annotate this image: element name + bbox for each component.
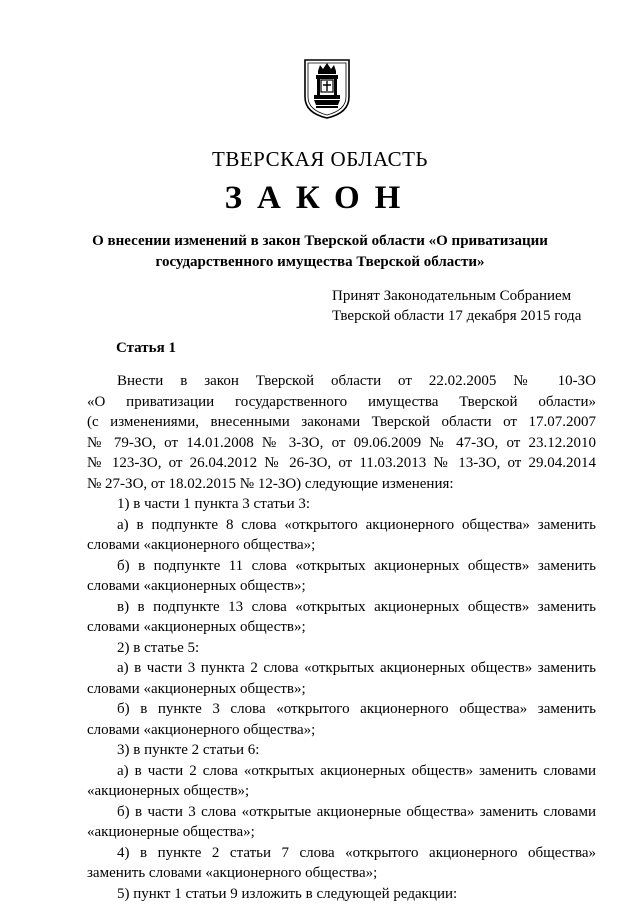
text-line: «акционерных обществ»; — [87, 783, 250, 799]
article-body — [87, 371, 596, 904]
text-line: 4) в пункте 2 статьи 7 слова «открытого акционерного общества» — [117, 844, 596, 861]
text-line: а) в части 3 пункта 2 слова «открытых акционерных обществ» заменить — [117, 660, 596, 676]
text-line: Внести в закон Тверской области от 22.02.2005 № 10-ЗО — [117, 373, 596, 389]
text-line: № 79-ЗО, от 14.01.2008 № 3-ЗО, от 09.06.2009 № 47-ЗО, от 23.12.2010 — [87, 434, 596, 451]
adoption-line: Тверской области 17 декабря 2015 года — [332, 308, 582, 324]
adoption-note — [332, 286, 602, 326]
text-line: заменить словами «акционерного общества»; — [87, 865, 378, 881]
text-line: «акционерные общества»; — [87, 824, 255, 840]
text-line: б) в подпункте 11 слова «открытых акционерных обществ» заменить — [117, 557, 596, 574]
text-line: в) в подпункте 13 слова «открытых акционерных обществ» заменить — [117, 598, 596, 615]
text-line: № 123-ЗО, от 26.04.2012 № 26-ЗО, от 11.03.2013 № 13-ЗО, от 29.04.2014 — [87, 455, 596, 471]
text-line: словами «акционерных обществ»; — [87, 680, 306, 697]
text-line: словами «акционерных обществ»; — [87, 619, 306, 635]
document-type-title: ЗАКОН — [224, 180, 416, 216]
text-line: 5) пункт 1 статьи 9 изложить в следующей редакции: — [117, 885, 458, 902]
text-line: словами «акционерных обществ»; — [87, 578, 306, 594]
article-heading: Статья 1 — [116, 340, 176, 356]
text-line: «О приватизации государственного имущества Тверской области» — [87, 393, 596, 410]
text-line: № 27-ЗО, от 18.02.2015 № 12-ЗО) следующие изменения: — [87, 475, 454, 492]
subtitle-line: государственного имущества Тверской области» — [155, 254, 485, 270]
region-name: ТВЕРСКАЯ ОБЛАСТЬ — [212, 147, 428, 171]
coat-of-arms-icon — [302, 57, 352, 120]
subtitle-line: О внесении изменений в закон Тверской области «О приватизации — [92, 233, 548, 249]
law-subtitle — [80, 231, 560, 273]
adoption-line: Принят Законодательным Собранием — [332, 288, 572, 304]
text-line: б) в пункте 3 слова «открытого акционерного общества» заменить — [117, 701, 596, 717]
text-line: 2) в статье 5: — [117, 639, 200, 656]
text-line: 1) в части 1 пункта 3 статьи 3: — [117, 496, 311, 512]
text-line: (с изменениями, внесенными законами Тверской области от 17.07.2007 — [87, 414, 596, 430]
text-line: 3) в пункте 2 статьи 6: — [117, 742, 260, 758]
text-line: словами «акционерного общества»; — [87, 537, 316, 553]
text-line: а) в подпункте 8 слова «открытого акционерного общества» заменить — [117, 516, 596, 533]
text-line: словами «акционерного общества»; — [87, 721, 316, 738]
text-line: б) в части 3 слова «открытые акционерные общества» заменить словами — [117, 803, 596, 820]
text-line: а) в части 2 слова «открытых акционерных обществ» заменить словами — [117, 762, 596, 779]
